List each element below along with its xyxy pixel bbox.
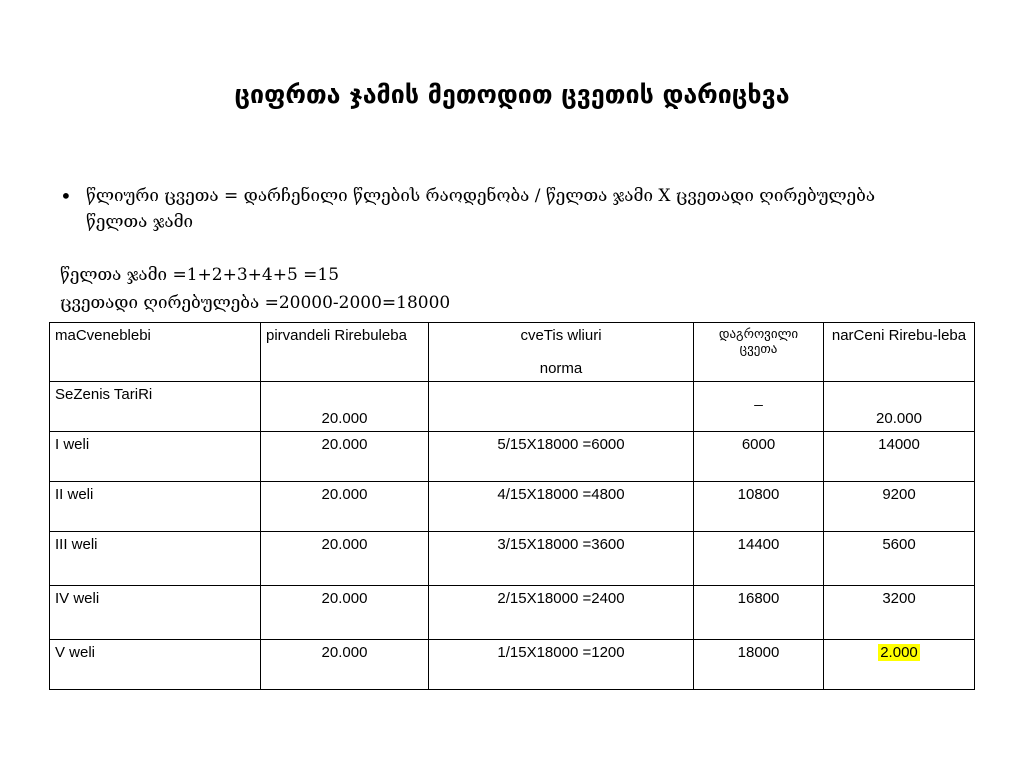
- row-annual-rate: 1/15X18000 =1200: [429, 640, 694, 690]
- row-residual: 14000: [824, 432, 975, 482]
- bullet-text: [86, 183, 960, 235]
- header-residual-value: narCeni Rirebu-leba: [824, 323, 975, 382]
- row-initial-value: 20.000: [261, 640, 429, 690]
- depreciable-value-line: ცვეთადი ღირებულება =20000-2000=18000: [60, 293, 451, 313]
- row-label: III weli: [50, 532, 261, 586]
- row-accumulated: 14400: [694, 532, 824, 586]
- depreciation-table: [49, 322, 975, 690]
- row-residual: 9200: [824, 482, 975, 532]
- row-accumulated: _: [694, 382, 824, 432]
- table-row: [50, 382, 975, 432]
- row-label: SeZenis TariRi: [50, 382, 261, 432]
- row-initial-value: 20.000: [261, 532, 429, 586]
- highlighted-residual-value: 2.000: [880, 644, 918, 661]
- row-accumulated: 10800: [694, 482, 824, 532]
- sum-of-years-line: წელთა ჯამი =1+2+3+4+5 =15: [60, 265, 340, 285]
- row-accumulated: 16800: [694, 586, 824, 640]
- header-annual-rate-line2: norma: [539, 360, 583, 377]
- table-row: [50, 482, 975, 532]
- row-annual-rate: 3/15X18000 =3600: [429, 532, 694, 586]
- bullet-item: [60, 183, 960, 235]
- table-row: [50, 432, 975, 482]
- row-label: I weli: [50, 432, 261, 482]
- row-label: IV weli: [50, 586, 261, 640]
- row-accumulated: 6000: [694, 432, 824, 482]
- table-row: [50, 586, 975, 640]
- row-residual: 5600: [824, 532, 975, 586]
- slide-title: ციფრთა ჯამის მეთოდით ცვეთის დარიცხვა: [234, 80, 790, 109]
- row-initial-value: 20.000: [261, 432, 429, 482]
- row-label: V weli: [50, 640, 261, 690]
- bullet-formula-denominator: წელთა ჯამი: [86, 212, 194, 232]
- row-annual-rate: 5/15X18000 =6000: [429, 432, 694, 482]
- row-residual: 20.000: [824, 382, 975, 432]
- table-header-row: [50, 323, 975, 382]
- row-residual-cell: [824, 640, 975, 690]
- row-label: II weli: [50, 482, 261, 532]
- row-initial-value: 20.000: [261, 586, 429, 640]
- header-annual-rate-line1: cveTis wliuri: [520, 327, 602, 344]
- table-row: [50, 640, 975, 690]
- header-indicators: maCveneblebi: [50, 323, 261, 382]
- bullet-formula-line: წლიური ცვეთა = დარჩენილი წლების რაოდენობა / წელთა ჯამი X ცვეთადი ღირებულება: [86, 186, 876, 206]
- bullet-dot-icon: •: [60, 184, 72, 208]
- table-row: [50, 532, 975, 586]
- row-initial-value: 20.000: [261, 482, 429, 532]
- row-annual-rate: 4/15X18000 =4800: [429, 482, 694, 532]
- row-initial-value: 20.000: [261, 382, 429, 432]
- row-residual: 3200: [824, 586, 975, 640]
- row-annual-rate: 2/15X18000 =2400: [429, 586, 694, 640]
- header-annual-rate: [429, 323, 694, 382]
- row-accumulated: 18000: [694, 640, 824, 690]
- row-annual-rate: [429, 382, 694, 432]
- header-accumulated-depreciation: დაგროვილი ცვეთა: [694, 323, 824, 382]
- header-initial-value: pirvandeli Rirebuleba: [261, 323, 429, 382]
